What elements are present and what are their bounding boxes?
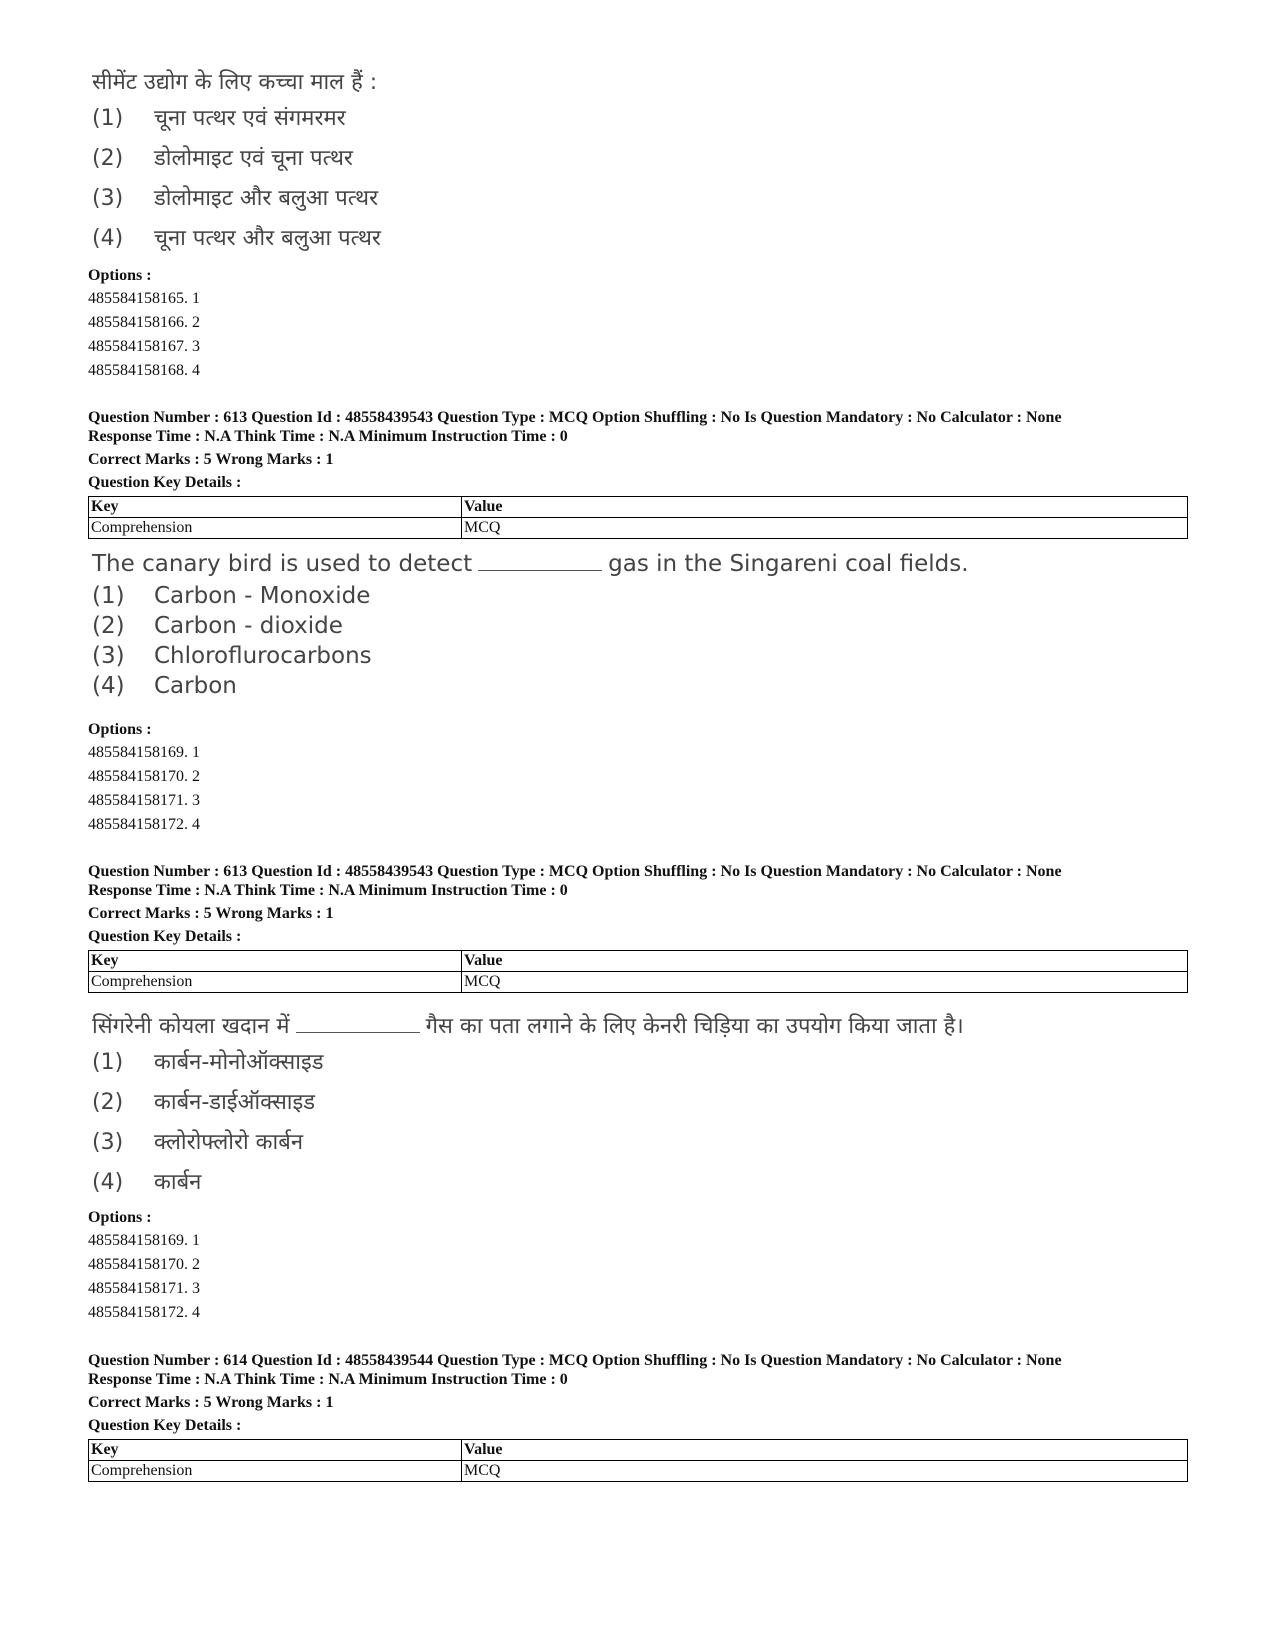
options-section [88, 718, 1188, 837]
option-id: 485584158168. 4 [88, 362, 200, 379]
option-2: (2) डोलोमाइट एवं चूना पत्थर [92, 146, 353, 171]
question-meta [88, 1351, 1188, 1482]
option-3: (3) Chloroflurocarbons [92, 643, 372, 669]
key-details-label: Question Key Details : [88, 1417, 242, 1434]
question-meta [88, 862, 1188, 993]
question-image-canary-hi [92, 1010, 964, 1196]
option-id: 485584158166. 2 [88, 314, 200, 331]
options-label: Options : [88, 1209, 152, 1226]
options-label: Options : [88, 267, 152, 284]
options-label: Options : [88, 721, 152, 738]
meta-line: Question Number : 614 Question Id : 48558439544 Question Type : MCQ Option Shuffling : No Is Question Mandatory : No Calculator : None [88, 1352, 1062, 1369]
meta-line: Response Time : N.A Think Time : N.A Minimum Instruction Time : 0 [88, 428, 568, 445]
table-header-value: Value [462, 497, 1188, 518]
marks-line: Correct Marks : 5 Wrong Marks : 1 [88, 451, 334, 468]
key-details-table [88, 496, 1188, 539]
question-meta [88, 408, 1188, 539]
key-details-label: Question Key Details : [88, 474, 242, 491]
option-id: 485584158171. 3 [88, 792, 200, 809]
option-1: (1) Carbon - Monoxide [92, 583, 371, 609]
table-cell-value: MCQ [462, 972, 1188, 993]
option-2: (2) कार्बन-डाईऑक्साइड [92, 1090, 316, 1115]
question-image-canary-en [92, 550, 969, 699]
option-1: (1) कार्बन-मोनोऑक्साइड [92, 1050, 324, 1075]
option-id: 485584158165. 1 [88, 290, 200, 307]
question-stem: The canary bird is used to detect gas in the Singareni coal fields. [92, 551, 969, 577]
options-section [88, 1206, 1188, 1325]
option-4: (4) चूना पत्थर और बलुआ पत्थर [92, 226, 381, 251]
question-stem: सिंगरेनी कोयला खदान में गैस का पता लगाने के लिए केनरी चिड़िया का उपयोग किया जाता है। [92, 1014, 964, 1039]
key-details-table [88, 1439, 1188, 1482]
option-id: 485584158167. 3 [88, 338, 200, 355]
option-4: (4) कार्बन [92, 1170, 202, 1195]
table-cell-key: Comprehension [89, 972, 462, 993]
table-header-key: Key [89, 951, 462, 972]
blank-line [478, 550, 602, 571]
table-cell-value: MCQ [462, 518, 1188, 539]
table-header-key: Key [89, 1440, 462, 1461]
option-2: (2) Carbon - dioxide [92, 613, 343, 639]
options-section [88, 264, 1188, 383]
question-image-cement [92, 66, 381, 252]
marks-line: Correct Marks : 5 Wrong Marks : 1 [88, 905, 334, 922]
meta-line: Response Time : N.A Think Time : N.A Minimum Instruction Time : 0 [88, 882, 568, 899]
option-id: 485584158171. 3 [88, 1280, 200, 1297]
option-id: 485584158172. 4 [88, 816, 200, 833]
table-header-value: Value [462, 951, 1188, 972]
option-id: 485584158169. 1 [88, 744, 200, 761]
option-3: (3) डोलोमाइट और बलुआ पत्थर [92, 186, 379, 211]
meta-line: Response Time : N.A Think Time : N.A Minimum Instruction Time : 0 [88, 1371, 568, 1388]
option-id: 485584158172. 4 [88, 1304, 200, 1321]
table-header-key: Key [89, 497, 462, 518]
meta-line: Question Number : 613 Question Id : 48558439543 Question Type : MCQ Option Shuffling : No Is Question Mandatory : No Calculator : None [88, 409, 1062, 426]
table-cell-value: MCQ [462, 1461, 1188, 1482]
table-cell-key: Comprehension [89, 1461, 462, 1482]
option-id: 485584158170. 2 [88, 768, 200, 785]
marks-line: Correct Marks : 5 Wrong Marks : 1 [88, 1394, 334, 1411]
option-id: 485584158170. 2 [88, 1256, 200, 1273]
option-4: (4) Carbon [92, 673, 237, 699]
question-stem: सीमेंट उद्योग के लिए कच्चा माल हैं : [92, 70, 378, 95]
option-3: (3) क्लोरोफ्लोरो कार्बन [92, 1130, 304, 1155]
table-header-value: Value [462, 1440, 1188, 1461]
option-1: (1) चूना पत्थर एवं संगमरमर [92, 106, 346, 131]
key-details-table [88, 950, 1188, 993]
meta-line: Question Number : 613 Question Id : 48558439543 Question Type : MCQ Option Shuffling : No Is Question Mandatory : No Calculator : None [88, 863, 1062, 880]
table-cell-key: Comprehension [89, 518, 462, 539]
key-details-label: Question Key Details : [88, 928, 242, 945]
option-id: 485584158169. 1 [88, 1232, 200, 1249]
blank-line [296, 1012, 420, 1033]
